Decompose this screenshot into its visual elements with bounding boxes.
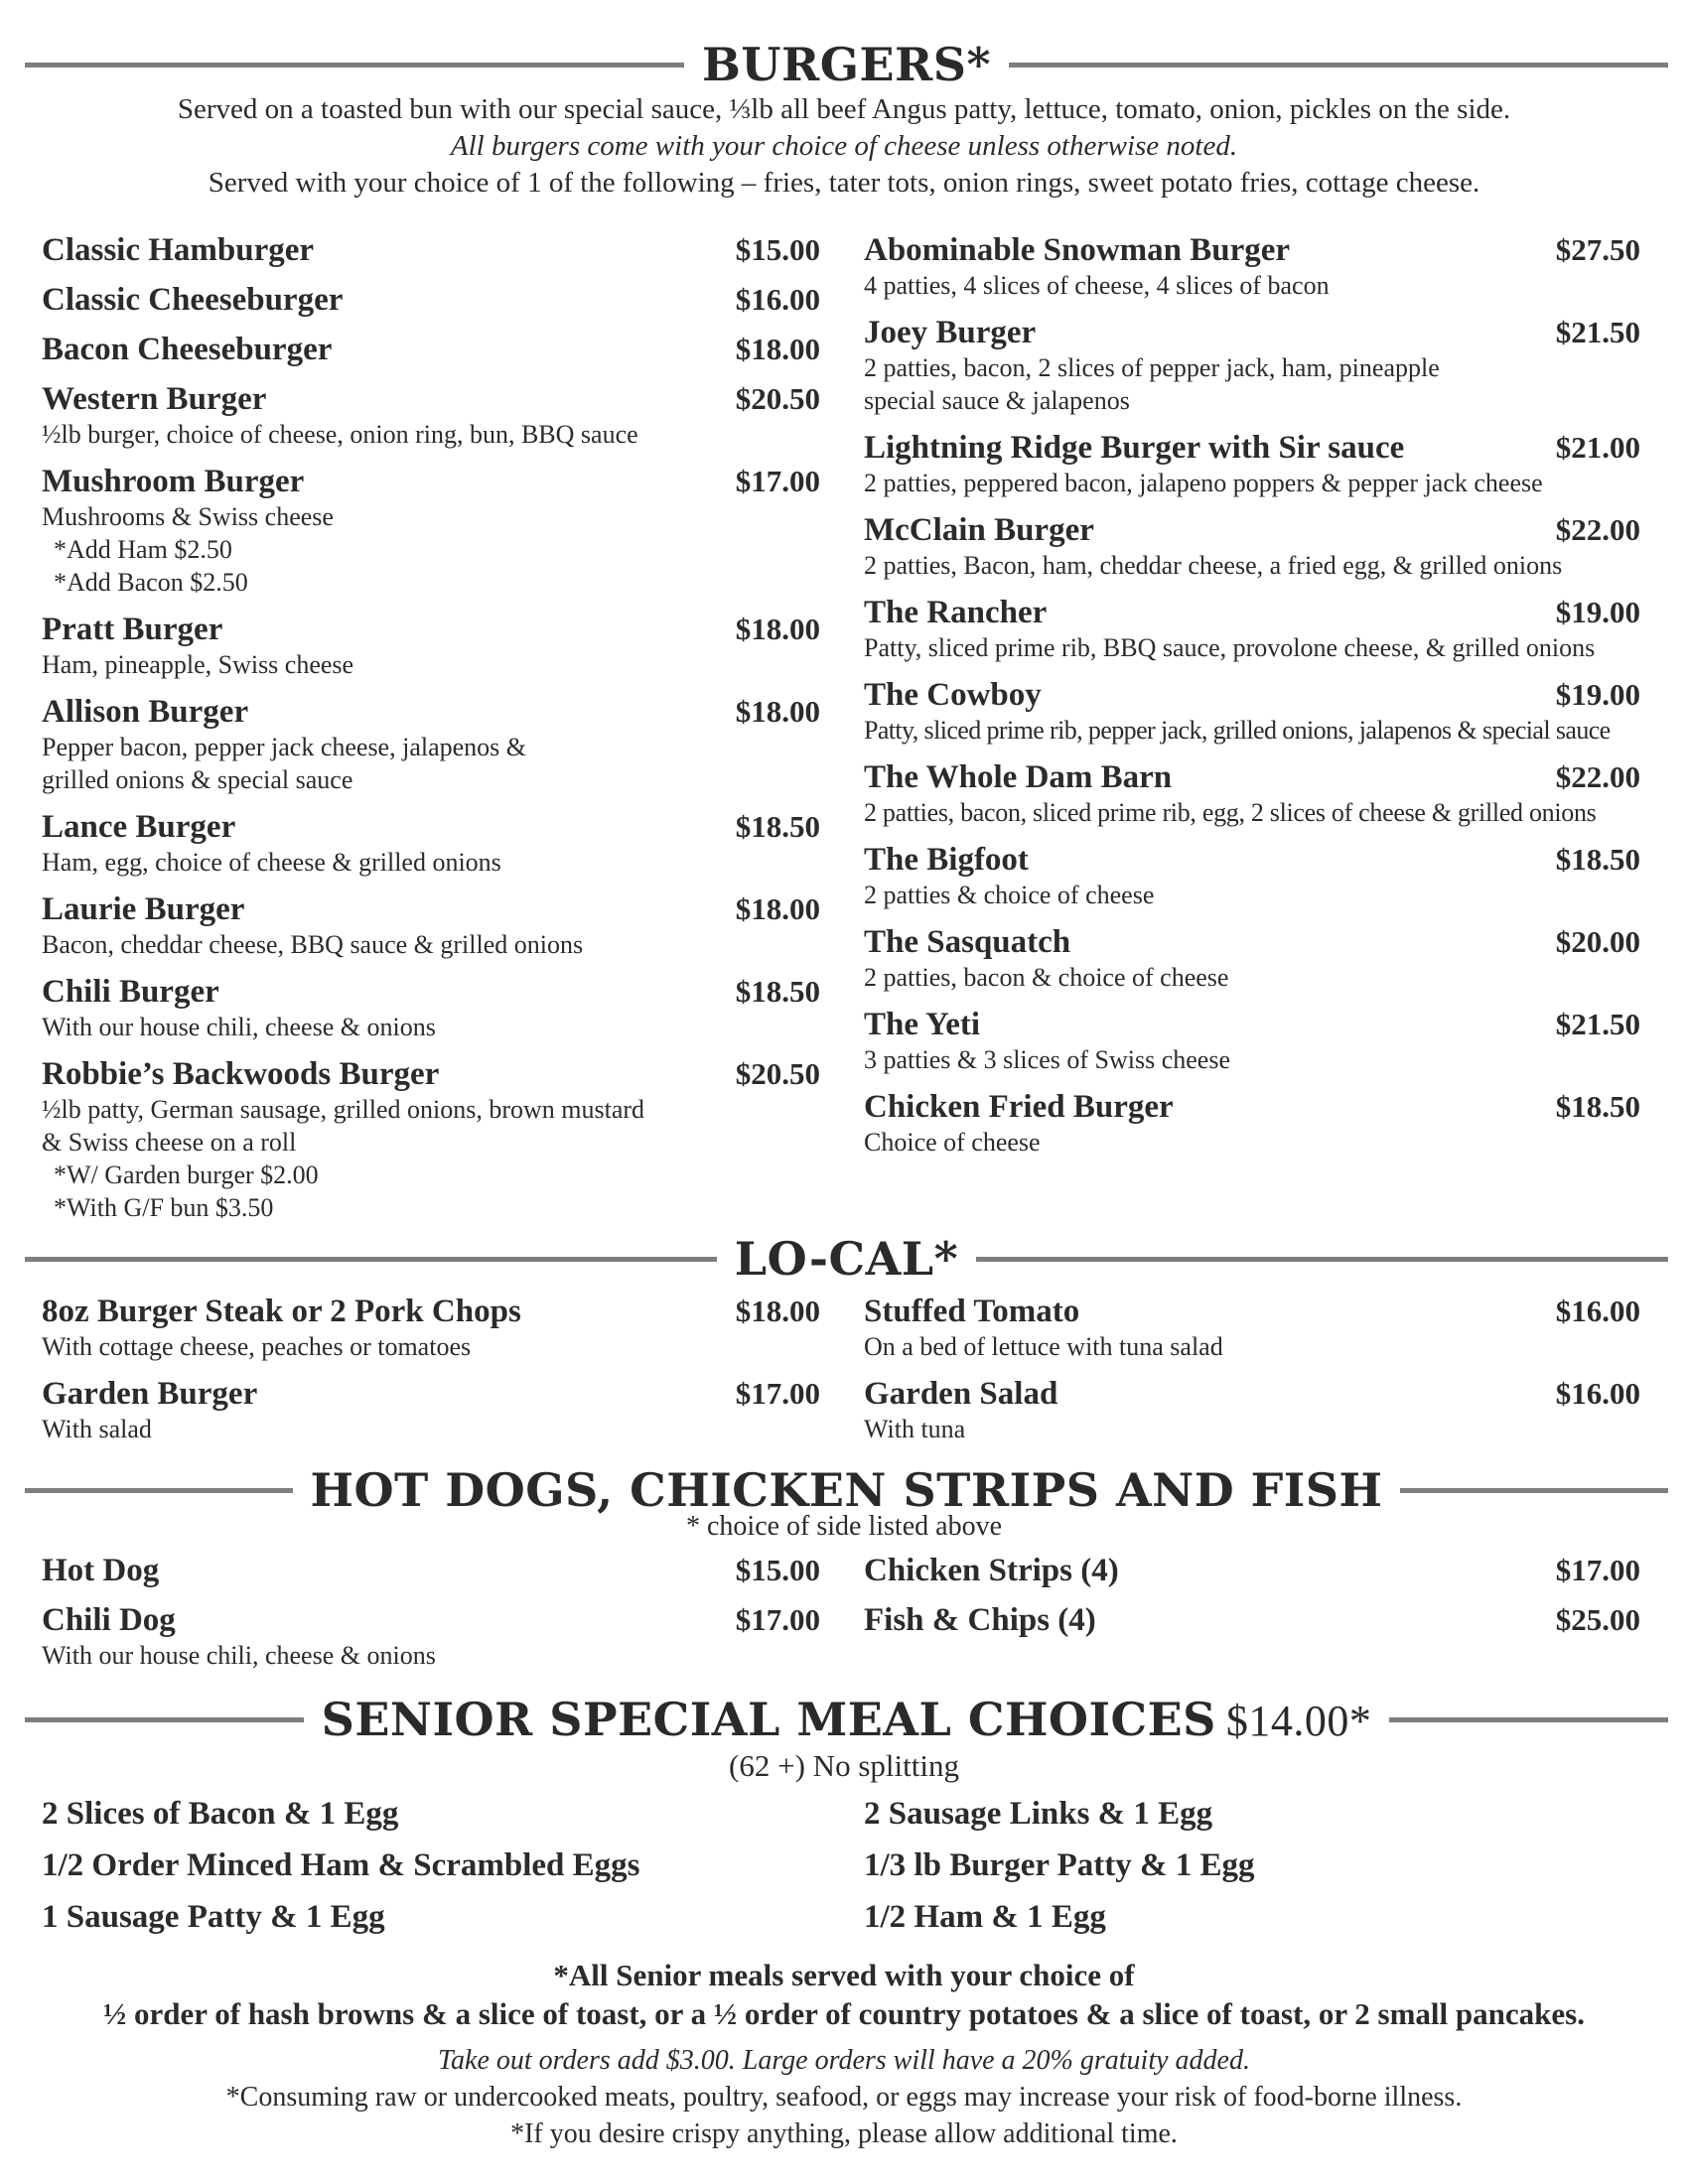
item-description: With our house chili, cheese & onions	[42, 1641, 436, 1670]
menu-item	[864, 231, 1640, 302]
item-description: & Swiss cheese on a roll	[42, 1128, 297, 1157]
item-description: 3 patties & 3 slices of Swiss cheese	[864, 1045, 1230, 1074]
item-description: Ham, egg, choice of cheese & grilled onions	[42, 848, 501, 877]
item-name: The Sasquatch	[864, 924, 1071, 960]
item-price: $18.50	[1555, 842, 1640, 877]
senior-price: $14.00*	[1225, 1697, 1372, 1745]
item-description: 2 patties & choice of cheese	[864, 881, 1155, 909]
divider	[1009, 63, 1668, 68]
item-name: Fish & Chips (4)	[864, 1602, 1096, 1638]
item-name: The Rancher	[864, 595, 1048, 630]
item-price: $20.50	[735, 1056, 820, 1091]
senior-title-text: SENIOR SPECIAL MEAL CHOICES	[321, 1693, 1216, 1746]
menu-item	[864, 1006, 1640, 1076]
item-name: Garden Salad	[864, 1376, 1058, 1412]
item-name: Pratt Burger	[42, 612, 223, 647]
item-description: With tuna	[864, 1415, 966, 1443]
item-price: $22.00	[1555, 759, 1640, 794]
item-price: $17.00	[735, 464, 820, 498]
menu-item	[42, 380, 820, 451]
item-name: Abominable Snowman Burger	[864, 232, 1291, 268]
senior-meal-option: 2 Slices of Bacon & 1 Egg	[42, 1796, 399, 1832]
menu-item	[864, 758, 1640, 829]
item-name: Classic Cheeseburger	[42, 282, 344, 318]
menu-item	[864, 1601, 1640, 1639]
item-name: The Cowboy	[864, 677, 1042, 713]
hotdogs-note: * choice of side listed above	[685, 1511, 1002, 1542]
menu-item	[42, 693, 820, 796]
menu-item	[864, 511, 1640, 582]
menu-item	[864, 594, 1640, 664]
item-price: $18.50	[1555, 1089, 1640, 1124]
senior-note: (62 +) No splitting	[729, 1748, 959, 1783]
burgers-right-column	[864, 231, 1640, 1170]
divider	[25, 1257, 717, 1262]
item-description: On a bed of lettuce with tuna salad	[864, 1332, 1223, 1361]
item-price: $27.50	[1555, 232, 1640, 267]
senior-meal-option: 1/2 Order Minced Ham & Scrambled Eggs	[42, 1847, 640, 1883]
menu-item	[42, 1055, 820, 1224]
burgers-left-column	[42, 231, 820, 1236]
divider	[25, 1488, 293, 1493]
burgers-intro-cheese-note: All burgers come with your choice of cheese unless otherwise noted.	[450, 130, 1238, 162]
item-name: Allison Burger	[42, 694, 249, 730]
divider	[25, 63, 684, 68]
senior-section-header	[25, 1693, 1668, 1746]
menu-item	[42, 611, 820, 681]
item-description: ½lb burger, choice of cheese, onion ring, bun, BBQ sauce	[42, 420, 638, 449]
item-price: $25.00	[1555, 1602, 1640, 1637]
item-description: Pepper bacon, pepper jack cheese, jalapenos &	[42, 733, 527, 761]
item-price: $19.00	[1555, 677, 1640, 712]
menu-item	[864, 1552, 1640, 1589]
item-description: Bacon, cheddar cheese, BBQ sauce & grilled onions	[42, 930, 584, 959]
item-price: $16.00	[1555, 1294, 1640, 1328]
divider	[976, 1257, 1668, 1262]
item-price: $21.50	[1555, 315, 1640, 349]
item-addon: *Add Ham $2.50	[54, 535, 232, 564]
item-name: Hot Dog	[42, 1553, 160, 1588]
senior-footer-line: *All Senior meals served with your choice of	[553, 1958, 1135, 1992]
menu-item	[42, 973, 820, 1043]
item-price: $18.00	[735, 612, 820, 646]
item-price: $19.00	[1555, 595, 1640, 629]
item-price: $18.00	[735, 332, 820, 366]
item-description: grilled onions & special sauce	[42, 765, 353, 794]
item-name: Robbie’s Backwoods Burger	[42, 1056, 440, 1092]
item-price: $18.00	[735, 891, 820, 926]
hotdogs-title: HOT DOGS, CHICKEN STRIPS AND FISH	[310, 1463, 1383, 1517]
menu-item	[42, 463, 820, 599]
item-name: Classic Hamburger	[42, 232, 315, 268]
item-name: Mushroom Burger	[42, 464, 305, 499]
item-price: $20.00	[1555, 924, 1640, 959]
item-addon: *W/ Garden burger $2.00	[54, 1160, 319, 1189]
menu-item	[42, 331, 820, 368]
item-price: $18.50	[735, 974, 820, 1009]
item-price: $17.00	[735, 1376, 820, 1411]
item-name: Chicken Fried Burger	[864, 1089, 1174, 1125]
item-addon: *With G/F bun $3.50	[54, 1193, 274, 1222]
senior-meal-option: 1/2 Ham & 1 Egg	[864, 1899, 1106, 1935]
item-price: $15.00	[735, 232, 820, 267]
senior-meal-option: 1 Sausage Patty & 1 Egg	[42, 1899, 385, 1935]
item-description: With our house chili, cheese & onions	[42, 1013, 436, 1041]
takeout-note: Take out orders add $3.00. Large orders will have a 20% gratuity added.	[438, 2045, 1250, 2076]
senior-footer-line: ½ order of hash browns & a slice of toast, or a ½ order of country potatoes & a slice of toast, or 2 small pancakes.	[103, 1996, 1585, 2031]
item-description: 2 patties, bacon, sliced prime rib, egg, 2 slices of cheese & grilled onions	[864, 798, 1597, 827]
hotdogs-section-header	[25, 1463, 1668, 1517]
item-name: The Yeti	[864, 1007, 981, 1042]
senior-footer	[0, 1956, 1688, 2033]
item-description: With cottage cheese, peaches or tomatoes	[42, 1332, 472, 1361]
burgers-intro	[0, 91, 1688, 202]
item-description: 2 patties, bacon & choice of cheese	[864, 963, 1229, 992]
senior-title	[304, 1693, 1390, 1746]
item-description: 2 patties, bacon, 2 slices of pepper jack, ham, pineapple	[864, 353, 1440, 382]
item-description: With salad	[42, 1415, 152, 1443]
menu-item	[42, 1293, 820, 1363]
item-addon: *Add Bacon $2.50	[54, 568, 248, 597]
item-name: Lance Burger	[42, 809, 236, 845]
item-price: $16.00	[1555, 1376, 1640, 1411]
menu-item	[864, 429, 1640, 499]
item-price: $22.00	[1555, 512, 1640, 547]
item-price: $21.50	[1555, 1007, 1640, 1041]
item-name: Garden Burger	[42, 1376, 258, 1412]
burgers-intro-sides: Served with your choice of 1 of the following – fries, tater tots, onion rings, sweet potato fries, cottage cheese.	[208, 167, 1480, 199]
item-name: Chili Dog	[42, 1602, 176, 1638]
menu-item	[864, 314, 1640, 417]
senior-meal-option: 2 Sausage Links & 1 Egg	[864, 1796, 1213, 1832]
burgers-title: BURGERS*	[701, 38, 992, 91]
item-description: 2 patties, peppered bacon, jalapeno poppers & pepper jack cheese	[864, 469, 1543, 497]
item-name: Stuffed Tomato	[864, 1294, 1080, 1329]
item-description: Ham, pineapple, Swiss cheese	[42, 650, 354, 679]
item-name: Bacon Cheeseburger	[42, 332, 333, 367]
divider	[25, 1717, 304, 1722]
divider	[1389, 1717, 1668, 1722]
burgers-section-header	[25, 38, 1668, 91]
item-name: Laurie Burger	[42, 891, 245, 927]
menu-item	[864, 1293, 1640, 1363]
item-price: $18.50	[735, 809, 820, 844]
item-name: 8oz Burger Steak or 2 Pork Chops	[42, 1294, 521, 1329]
hotdogs-left-column	[42, 1552, 820, 1684]
localcal-title: LO-CAL*	[734, 1232, 959, 1286]
item-description: Patty, sliced prime rib, BBQ sauce, provolone cheese, & grilled onions	[864, 633, 1596, 662]
item-description: special sauce & jalapenos	[864, 386, 1130, 415]
menu-item	[864, 1088, 1640, 1159]
item-name: The Bigfoot	[864, 842, 1029, 878]
item-price: $17.00	[735, 1602, 820, 1637]
item-description: ½lb patty, German sausage, grilled onions, brown mustard	[42, 1095, 645, 1124]
item-name: The Whole Dam Barn	[864, 759, 1173, 795]
menu-item	[42, 281, 820, 319]
item-price: $18.00	[735, 694, 820, 729]
menu-item	[864, 841, 1640, 911]
menu-item	[42, 1375, 820, 1445]
item-name: Chicken Strips (4)	[864, 1553, 1119, 1588]
menu-item	[864, 923, 1640, 994]
item-description: 4 patties, 4 slices of cheese, 4 slices of bacon	[864, 271, 1330, 300]
menu-item	[42, 231, 820, 269]
item-description: Choice of cheese	[864, 1128, 1041, 1157]
food-safety-warning: *Consuming raw or undercooked meats, poultry, seafood, or eggs may increase your risk of food-borne illness.	[225, 2082, 1463, 2113]
localcal-section-header	[25, 1232, 1668, 1286]
item-name: Western Burger	[42, 381, 267, 417]
page-footer	[0, 2042, 1688, 2152]
menu-item	[42, 1552, 820, 1589]
item-description: Patty, sliced prime rib, pepper jack, grilled onions, jalapenos & special sauce	[864, 716, 1611, 745]
item-description: Mushrooms & Swiss cheese	[42, 502, 334, 531]
item-name: Lightning Ridge Burger with Sir sauce	[864, 430, 1405, 466]
hotdogs-right-column	[864, 1552, 1640, 1651]
item-price: $21.00	[1555, 430, 1640, 465]
senior-meal-option: 1/3 lb Burger Patty & 1 Egg	[864, 1847, 1255, 1883]
senior-left-column	[42, 1795, 820, 1950]
burgers-intro-line: Served on a toasted bun with our special sauce, ⅓lb all beef Angus patty, lettuce, tomato, onion, pickles on the side.	[177, 93, 1511, 125]
item-name: Chili Burger	[42, 974, 219, 1010]
menu-item	[864, 676, 1640, 747]
senior-right-column	[864, 1795, 1640, 1950]
item-price: $15.00	[735, 1553, 820, 1587]
item-description: 2 patties, Bacon, ham, cheddar cheese, a fried egg, & grilled onions	[864, 551, 1563, 580]
item-price: $18.00	[735, 1294, 820, 1328]
menu-item	[42, 1601, 820, 1672]
crispy-note: *If you desire crispy anything, please allow additional time.	[510, 2118, 1178, 2149]
localcal-right-column	[864, 1293, 1640, 1457]
localcal-left-column	[42, 1293, 820, 1457]
item-price: $17.00	[1555, 1553, 1640, 1587]
item-name: Joey Burger	[864, 315, 1037, 350]
menu-item	[42, 890, 820, 961]
menu-item	[42, 808, 820, 879]
divider	[1400, 1488, 1668, 1493]
item-price: $16.00	[735, 282, 820, 317]
item-name: McClain Burger	[864, 512, 1094, 548]
menu-item	[864, 1375, 1640, 1445]
item-price: $20.50	[735, 381, 820, 416]
